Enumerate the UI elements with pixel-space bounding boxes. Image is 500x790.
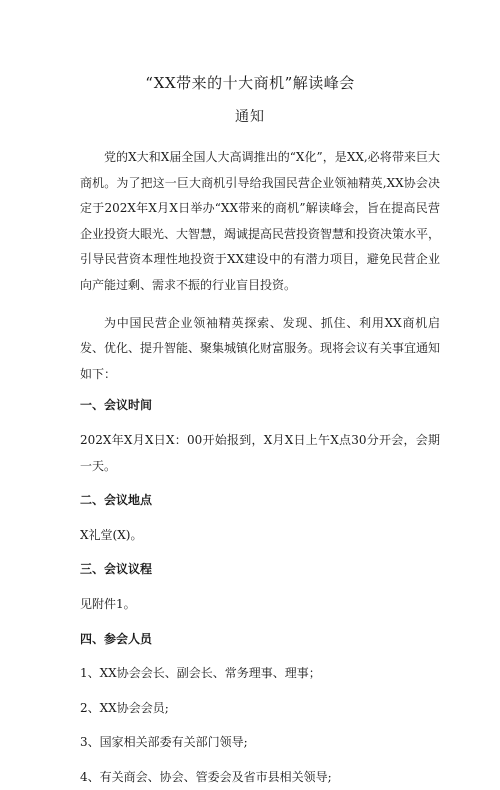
document-subtitle: 通知 bbox=[235, 109, 265, 125]
attendee-item: 3、国家相关部委有关部门领导; bbox=[80, 735, 248, 750]
agenda-heading: 三、会议议程 bbox=[80, 562, 153, 577]
attendee-item: 4、有关商会、协会、管委会及省市县相关领导; bbox=[80, 769, 332, 784]
agenda-text: 见附件1。 bbox=[80, 596, 136, 611]
intro-paragraph: 党的X大和X届全国人大高调推出的“X化”，是XX,必将带来巨大商机。为了把这一巨大商机引导给我国民营企业领袖精英,XX协会决定于202X年X月X日举办“XX带来的商机”解读峰会，旨在提高民营企业投资大眼光、大智慧，竭诚提高民营投资智慧和投资决策水平，引导民营资本理性地投资于XX建设中的有潜力项目，避免民营企业向产能过剩、需求不振的行业盲目投资。 bbox=[80, 150, 441, 292]
time-heading: 一、会议时间 bbox=[80, 398, 153, 413]
attendees-heading: 四、参会人员 bbox=[80, 631, 153, 646]
document-title: “XX带来的十大商机”解读峰会 bbox=[145, 74, 355, 92]
document-body bbox=[80, 145, 440, 790]
place-heading: 二、会议地点 bbox=[80, 493, 153, 508]
attendee-item: 2、XX协会会员; bbox=[80, 700, 169, 715]
time-text: 202X年X月X日X：00开始报到，X月X日上午X点30分开会，会期一天。 bbox=[80, 432, 440, 473]
notice-paragraph: 为中国民营企业领袖精英探索、发现、抓住、利用XX商机启发、优化、提升智能、聚集城镇化财富服务。现将会议有关事宜通知如下： bbox=[80, 315, 441, 381]
attendee-item: 1、XX协会会长、副会长、常务理事、理事； bbox=[80, 666, 321, 681]
place-text: X礼堂(X)。 bbox=[80, 527, 143, 542]
